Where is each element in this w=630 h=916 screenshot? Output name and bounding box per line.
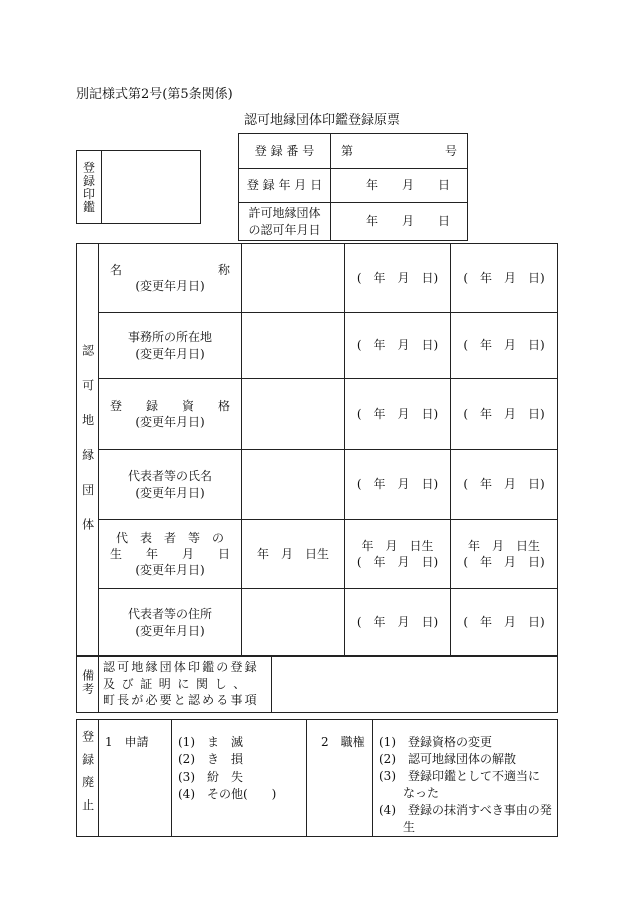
row-sublabel: (変更年月日) <box>135 563 205 578</box>
row-col2: 年 月 日生 ( 年 月 日) <box>345 520 451 589</box>
row-col1 <box>242 313 345 379</box>
permit-date-label-2: の認可年月日 <box>248 222 321 237</box>
cancellation-table <box>76 719 558 837</box>
cancel-app-item: (4) その他( ) <box>178 787 277 802</box>
cancel-auth-items <box>373 720 558 837</box>
remarks-blank-cell <box>272 656 558 713</box>
row-label-cell <box>99 244 242 313</box>
seal-box-label: 登録印鑑 <box>81 160 96 214</box>
main-side-label-cell <box>77 244 99 657</box>
reg-number-suffix: 号 <box>444 143 457 158</box>
row-sublabel: (変更年月日) <box>135 346 205 361</box>
row-label-cell <box>99 379 242 450</box>
cancel-side-label-cell <box>77 720 99 837</box>
cancel-auth-item: (3) 登録印鑑として不適当に <box>379 769 540 784</box>
row-col2: ( 年 月 日) <box>345 244 451 313</box>
row-col3: 年 月 日生 ( 年 月 日) <box>451 520 558 589</box>
reg-number-label: 登 録 番 号 <box>254 143 315 158</box>
cancel-auth-item: (2) 認可地縁団体の解散 <box>379 752 516 767</box>
remarks-text-1: 認可地縁団体印鑑の登録 <box>103 659 259 674</box>
cancel-app-item: (3) 紛 失 <box>178 769 243 784</box>
form-label: 別記様式第2号(第5条関係) <box>76 87 233 102</box>
row-label: 登 録 資 格 <box>109 398 230 413</box>
remarks-text-2: 及び証明に関し、 <box>103 676 252 691</box>
row-col3: ( 年 月 日) <box>451 450 558 520</box>
row-col1 <box>242 589 345 657</box>
cancel-app-label-cell <box>99 720 172 837</box>
cancel-app-items <box>172 720 307 837</box>
row-sublabel: (変更年月日) <box>135 623 205 638</box>
main-side-label: 認可地縁団体 <box>80 343 95 553</box>
cancel-side-label: 登録廃止 <box>80 730 95 822</box>
permit-date-value: 年 月 日 <box>331 203 468 241</box>
remarks-label-cell <box>77 656 99 713</box>
cancel-auth-label: 2 職権 <box>321 735 365 749</box>
reg-date-value: 年 月 日 <box>331 169 468 203</box>
row-label-cell <box>99 589 242 657</box>
cancel-auth-item: 生 <box>379 820 416 835</box>
cancel-auth-item: (4) 登録の抹消すべき事由の発 <box>379 803 552 818</box>
row-col1 <box>242 244 345 313</box>
row-col3: ( 年 月 日) <box>451 379 558 450</box>
remarks-label: 備考 <box>80 668 95 696</box>
reg-number-value-cell <box>331 134 468 169</box>
row-col2: ( 年 月 日) <box>345 450 451 520</box>
row-sublabel: (変更年月日) <box>135 279 205 293</box>
row-label: 代 表 者 等 の 生 年 月 日 <box>109 530 230 561</box>
row-label: 代表者等の氏名 <box>127 469 212 484</box>
cancel-auth-item: (1) 登録資格の変更 <box>379 735 492 749</box>
row-label-cell <box>99 313 242 379</box>
reg-number-label-cell <box>239 134 331 169</box>
page-title: 認可地縁団体印鑑登録原票 <box>244 113 401 128</box>
row-sublabel: (変更年月日) <box>135 485 205 500</box>
row-label: 代表者等の住所 <box>127 607 212 622</box>
cancel-app-item: (1) ま 滅 <box>178 735 243 749</box>
seal-box-label-cell <box>77 151 102 223</box>
row-col2: ( 年 月 日) <box>345 589 451 657</box>
permit-date-label-1: 許可地縁団体 <box>248 206 321 221</box>
reg-date-label: 登 録 年 月 日 <box>246 178 323 193</box>
row-col1 <box>242 379 345 450</box>
reg-date-label-cell <box>239 169 331 203</box>
permit-date-label-cell <box>239 203 331 241</box>
row-col1 <box>242 450 345 520</box>
row-sublabel: (変更年月日) <box>135 415 205 429</box>
row-label: 名 称 <box>109 262 230 277</box>
row-label-cell <box>99 520 242 589</box>
row-label-cell <box>99 450 242 520</box>
row-col3: ( 年 月 日) <box>451 313 558 379</box>
main-table <box>76 243 558 657</box>
row-col2: ( 年 月 日) <box>345 313 451 379</box>
remarks-text-cell <box>99 656 272 713</box>
row-col1: 年 月 日生 <box>242 520 345 589</box>
row-col3: ( 年 月 日) <box>451 589 558 657</box>
cancel-app-item: (2) き 損 <box>178 752 243 767</box>
registration-table <box>238 133 468 241</box>
row-col2: ( 年 月 日) <box>345 379 451 450</box>
cancel-auth-label-cell <box>307 720 373 837</box>
seal-box <box>76 150 201 224</box>
row-label: 事務所の所在地 <box>127 330 212 345</box>
cancel-auth-item: なった <box>379 786 440 801</box>
row-col3: ( 年 月 日) <box>451 244 558 313</box>
remarks-text-3: 町長が必要と認める事項 <box>103 693 259 708</box>
reg-number-prefix: 第 <box>341 143 354 158</box>
cancel-app-label: 1 申請 <box>105 735 149 749</box>
remarks-table <box>76 655 558 713</box>
